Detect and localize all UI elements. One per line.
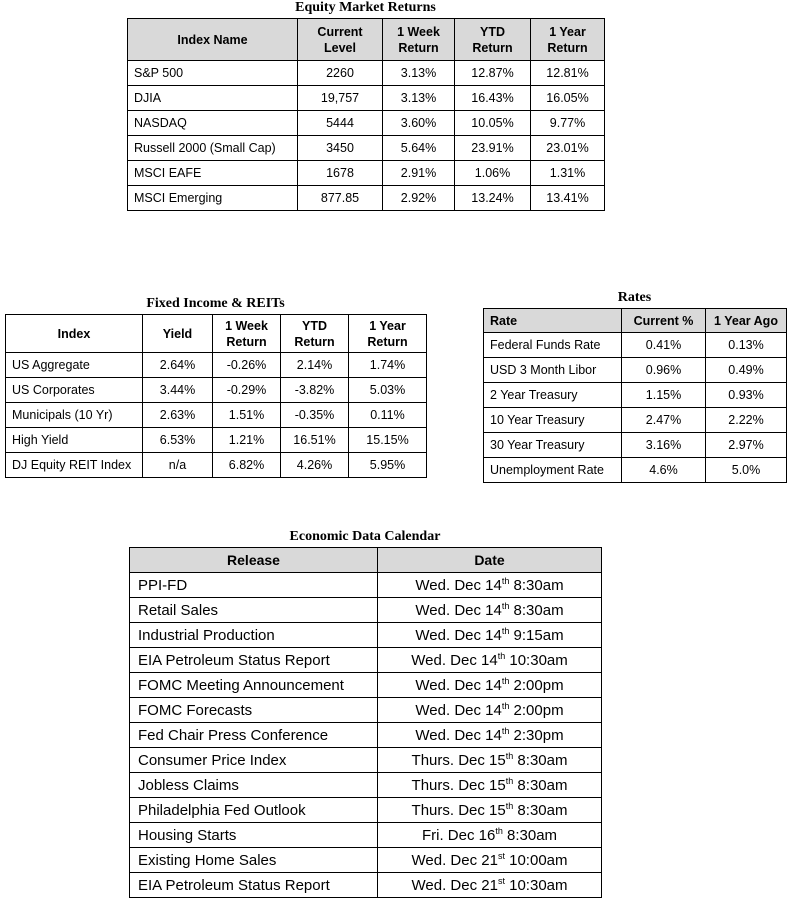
date-cell [378,723,602,748]
date-time: 9:15am [509,626,564,644]
header-current-level: Current Level [298,19,383,61]
index-name-cell: DJIA [128,86,298,111]
date-cell [378,748,602,773]
table-row [6,403,427,428]
fixed-income-table [5,314,427,478]
date-time: 8:30am [513,751,568,769]
date-day: Thurs. Dec 15 [411,751,506,769]
index-name-cell: NASDAQ [128,111,298,136]
date-time: 8:30am [509,576,564,594]
date-time: 8:30am [513,776,568,794]
date-day: Wed. Dec 14 [411,651,498,669]
date-ordinal-suffix: th [501,575,510,586]
table-row [130,873,602,898]
date-day: Wed. Dec 14 [415,701,502,719]
date-cell [378,698,602,723]
ytd-return-cell: 2.14% [281,353,349,378]
table-row [128,111,605,136]
year-ago-rate-cell: 0.49% [706,358,787,383]
header-1-year-return: 1 Year Return [349,315,427,353]
date-time: 8:30am [513,801,568,819]
date-time: 10:30am [505,651,568,669]
date-time: 10:00am [504,851,568,869]
table-row [484,383,787,408]
date-day: Wed. Dec 14 [415,726,502,744]
calendar-header-row [130,548,602,573]
header-ytd-return: YTD Return [455,19,531,61]
release-cell: Jobless Claims [130,773,378,798]
fixed-income-header-row [6,315,427,353]
date-time: 10:30am [504,876,568,894]
year-return-cell: 12.81% [531,61,605,86]
date-ordinal-suffix: th [501,700,510,711]
index-name-cell: S&P 500 [128,61,298,86]
date-cell [378,798,602,823]
table-row [130,723,602,748]
date-ordinal-suffix: th [505,775,514,786]
ytd-return-cell: 12.87% [455,61,531,86]
week-return-cell: 3.60% [383,111,455,136]
year-return-cell: 1.31% [531,161,605,186]
table-row [130,623,602,648]
index-cell: US Aggregate [6,353,143,378]
date-ordinal-suffix: th [501,725,510,736]
table-row [484,333,787,358]
date-time: 8:30am [509,601,564,619]
date-ordinal-suffix: st [497,875,505,886]
table-row [130,848,602,873]
date-ordinal-suffix: th [501,600,510,611]
rate-name-cell: Federal Funds Rate [484,333,622,358]
header-1-year-return: 1 Year Return [531,19,605,61]
current-level-cell: 3450 [298,136,383,161]
year-ago-rate-cell: 0.93% [706,383,787,408]
week-return-cell: 1.51% [213,403,281,428]
date-day: Thurs. Dec 15 [411,801,506,819]
week-return-cell: 1.21% [213,428,281,453]
year-return-cell: 0.11% [349,403,427,428]
date-cell [378,623,602,648]
date-cell [378,598,602,623]
date-cell [378,848,602,873]
date-day: Wed. Dec 21 [411,876,498,894]
rate-name-cell: 10 Year Treasury [484,408,622,433]
ytd-return-cell: -0.35% [281,403,349,428]
week-return-cell: -0.26% [213,353,281,378]
equity-header-row [128,19,605,61]
table-row [6,353,427,378]
date-cell [378,773,602,798]
equity-title: Equity Market Returns [295,0,436,15]
header-current-pct: Current % [622,309,706,333]
fixed-income-section [5,296,426,478]
year-return-cell: 1.74% [349,353,427,378]
index-name-cell: MSCI EAFE [128,161,298,186]
date-ordinal-suffix: th [501,675,510,686]
release-cell: Philadelphia Fed Outlook [130,798,378,823]
header-date: Date [378,548,602,573]
release-cell: EIA Petroleum Status Report [130,873,378,898]
header-1-week-return: 1 Week Return [213,315,281,353]
calendar-table [129,547,602,898]
header-index-name: Index Name [128,19,298,61]
index-name-cell: Russell 2000 (Small Cap) [128,136,298,161]
date-time: 2:30pm [509,726,564,744]
current-rate-cell: 2.47% [622,408,706,433]
release-cell: Housing Starts [130,823,378,848]
year-ago-rate-cell: 5.0% [706,458,787,483]
week-return-cell: -0.29% [213,378,281,403]
table-row [130,798,602,823]
year-return-cell: 5.03% [349,378,427,403]
year-return-cell: 9.77% [531,111,605,136]
current-level-cell: 877.85 [298,186,383,211]
week-return-cell: 3.13% [383,86,455,111]
ytd-return-cell: 4.26% [281,453,349,478]
yield-cell: 2.63% [143,403,213,428]
year-return-cell: 5.95% [349,453,427,478]
calendar-title: Economic Data Calendar [289,529,441,544]
date-ordinal-suffix: th [495,825,503,836]
date-day: Wed. Dec 14 [415,601,502,619]
ytd-return-cell: 1.06% [455,161,531,186]
table-row [128,86,605,111]
yield-cell: n/a [143,453,213,478]
table-row [128,186,605,211]
yield-cell: 2.64% [143,353,213,378]
header-1-year-ago: 1 Year Ago [706,309,787,333]
date-cell [378,823,602,848]
table-row [484,433,787,458]
index-cell: Municipals (10 Yr) [6,403,143,428]
date-day: Wed. Dec 14 [415,676,502,694]
date-cell [378,673,602,698]
equity-table [127,18,605,211]
current-rate-cell: 1.15% [622,383,706,408]
index-cell: US Corporates [6,378,143,403]
release-cell: PPI-FD [130,573,378,598]
ytd-return-cell: 13.24% [455,186,531,211]
table-row [484,358,787,383]
week-return-cell: 2.92% [383,186,455,211]
date-ordinal-suffix: st [497,850,505,861]
release-cell: Fed Chair Press Conference [130,723,378,748]
date-time: 2:00pm [509,676,564,694]
index-cell: High Yield [6,428,143,453]
year-return-cell: 23.01% [531,136,605,161]
header-rate: Rate [484,309,622,333]
date-time: 8:30am [502,826,558,844]
table-row [130,648,602,673]
ytd-return-cell: -3.82% [281,378,349,403]
year-ago-rate-cell: 2.97% [706,433,787,458]
table-row [484,408,787,433]
rate-name-cell: 2 Year Treasury [484,383,622,408]
week-return-cell: 6.82% [213,453,281,478]
week-return-cell: 5.64% [383,136,455,161]
date-time: 2:00pm [509,701,564,719]
header-1-week-return: 1 Week Return [383,19,455,61]
release-cell: Retail Sales [130,598,378,623]
equity-section [127,0,604,211]
current-rate-cell: 0.41% [622,333,706,358]
week-return-cell: 3.13% [383,61,455,86]
current-rate-cell: 3.16% [622,433,706,458]
table-row [484,458,787,483]
date-cell [378,648,602,673]
table-row [128,161,605,186]
rate-name-cell: USD 3 Month Libor [484,358,622,383]
date-ordinal-suffix: th [497,650,506,661]
rate-name-cell: Unemployment Rate [484,458,622,483]
table-row [130,698,602,723]
date-day: Wed. Dec 14 [415,626,502,644]
header-release: Release [130,548,378,573]
table-row [6,428,427,453]
release-cell: Consumer Price Index [130,748,378,773]
date-day: Wed. Dec 21 [411,851,498,869]
current-level-cell: 5444 [298,111,383,136]
table-row [130,773,602,798]
year-ago-rate-cell: 0.13% [706,333,787,358]
ytd-return-cell: 23.91% [455,136,531,161]
release-cell: Industrial Production [130,623,378,648]
week-return-cell: 2.91% [383,161,455,186]
yield-cell: 6.53% [143,428,213,453]
ytd-return-cell: 16.51% [281,428,349,453]
year-ago-rate-cell: 2.22% [706,408,787,433]
index-cell: DJ Equity REIT Index [6,453,143,478]
rates-section [483,290,786,483]
index-name-cell: MSCI Emerging [128,186,298,211]
release-cell: FOMC Forecasts [130,698,378,723]
date-ordinal-suffix: th [505,750,514,761]
date-day: Wed. Dec 14 [415,576,502,594]
rates-title: Rates [617,290,652,305]
current-level-cell: 19,757 [298,86,383,111]
year-return-cell: 16.05% [531,86,605,111]
ytd-return-cell: 10.05% [455,111,531,136]
rates-table [483,308,787,483]
table-row [130,598,602,623]
release-cell: EIA Petroleum Status Report [130,648,378,673]
release-cell: FOMC Meeting Announcement [130,673,378,698]
date-cell [378,873,602,898]
ytd-return-cell: 16.43% [455,86,531,111]
table-row [6,453,427,478]
date-ordinal-suffix: th [505,800,514,811]
table-row [130,673,602,698]
date-day: Fri. Dec 16 [421,826,496,844]
current-rate-cell: 0.96% [622,358,706,383]
fixed-income-title: Fixed Income & REITs [146,296,285,311]
header-index: Index [6,315,143,353]
table-row [128,61,605,86]
release-cell: Existing Home Sales [130,848,378,873]
date-cell [378,573,602,598]
current-level-cell: 2260 [298,61,383,86]
rate-name-cell: 30 Year Treasury [484,433,622,458]
date-ordinal-suffix: th [501,625,510,636]
current-rate-cell: 4.6% [622,458,706,483]
date-day: Thurs. Dec 15 [411,776,506,794]
rates-header-row [484,309,787,333]
table-row [130,748,602,773]
current-level-cell: 1678 [298,161,383,186]
yield-cell: 3.44% [143,378,213,403]
year-return-cell: 13.41% [531,186,605,211]
table-row [6,378,427,403]
header-ytd-return: YTD Return [281,315,349,353]
calendar-section [129,529,601,898]
table-row [130,573,602,598]
table-row [130,823,602,848]
header-yield: Yield [143,315,213,353]
table-row [128,136,605,161]
year-return-cell: 15.15% [349,428,427,453]
